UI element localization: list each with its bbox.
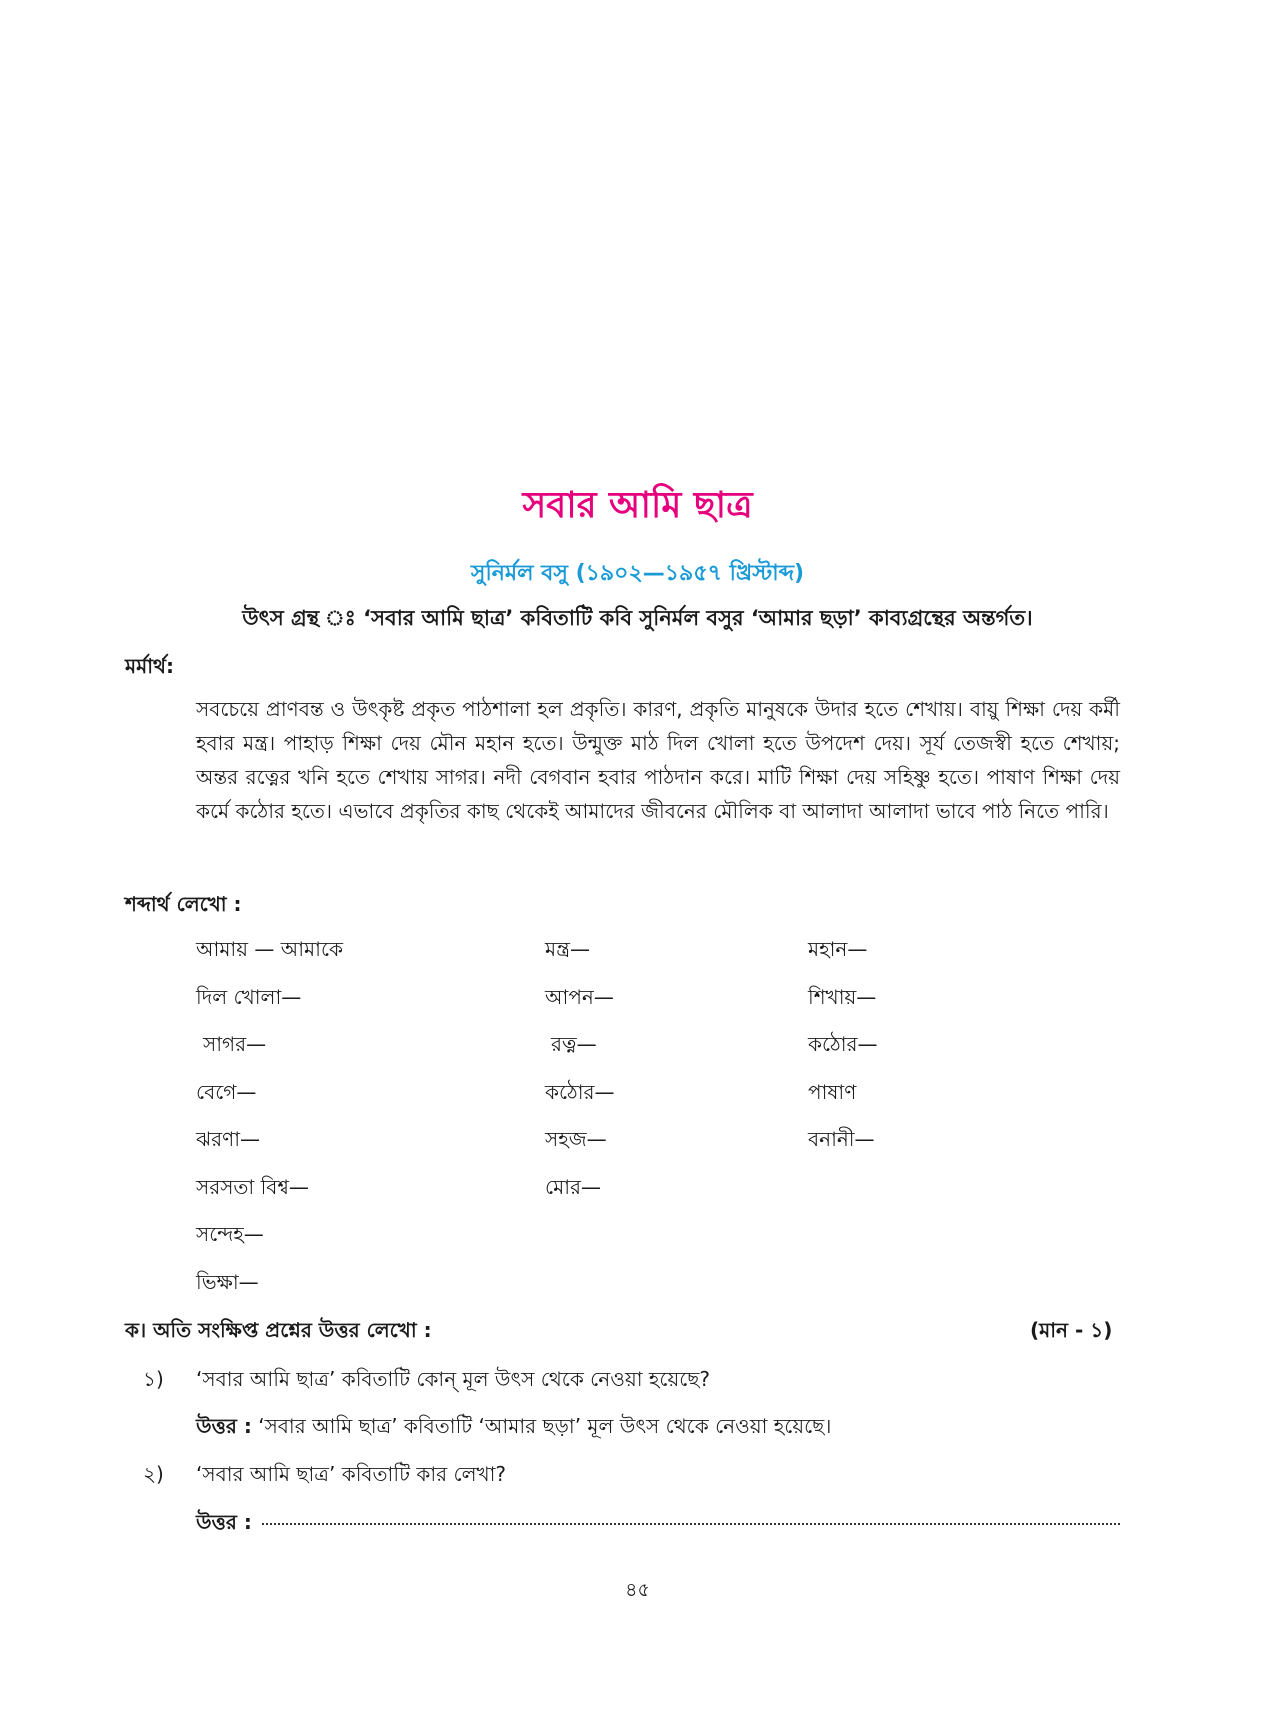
question-text: ‘সবার আমি ছাত্র’ কবিতাটি কার লেখা? (196, 1462, 507, 1486)
vocab-item: সন্দেহ— (196, 1222, 264, 1246)
answer-label: উত্তর : (196, 1414, 252, 1438)
summary-paragraph: সবচেয়ে প্রাণবন্ত ও উৎকৃষ্ট প্রকৃত পাঠশালা হল প্রকৃতি। কারণ, প্রকৃতি মানুষকে উদার হতে শেখায়। বায়ু শিক্ষা দেয় কর্মী হবার মন্ত্র। পাহাড় শিক্ষা দেয় মৌন মহান হতে। উন্মুক্ত মাঠ দিল খোলা হতে উপদেশ দেয়। সূর্য তেজস্বী হতে শেখায়; অন্তর রত্নের খনি হতে শেখায় সাগর। নদী বেগবান হবার পাঠদান করে। মাটি শিক্ষা দেয় সহিষ্ণু হতে। পাষাণ শিক্ষা দেয় কর্মে কঠোর হতে। এভাবে প্রকৃতির কাছ থেকেই আমাদের জীবনের মৌলিক বা আলাদা আলাদা ভাবে পাঠ নিতে পারি। (196, 697, 1120, 823)
vocab-item: আমায় — আমাকে (196, 937, 343, 961)
answer-line (196, 1412, 831, 1445)
vocab-item: ঝরণা— (196, 1127, 261, 1151)
vocab-heading: শব্দার্থ লেখো : (125, 892, 242, 916)
question-number: ২) (143, 1462, 164, 1486)
vocab-item: সহজ— (545, 1127, 607, 1151)
answer-text: ‘সবার আমি ছাত্র’ কবিতাটি ‘আমার ছড়া’ মূল উৎস থেকে নেওয়া হয়েছে। (258, 1414, 832, 1438)
answer-blank-dotted-line[interactable] (262, 1523, 1120, 1525)
vocab-item: শিখায়— (808, 985, 877, 1009)
answer-label: উত্তর : (196, 1510, 252, 1534)
question-text: ‘সবার আমি ছাত্র’ কবিতাটি কোন্ মূল উৎস থেকে নেওয়া হয়েছে? (196, 1367, 710, 1391)
vocab-item: আপন— (545, 985, 614, 1009)
answer-line (196, 1508, 252, 1541)
poet-name-dates: সুনির্মল বসু (১৯০২—১৯৫৭ খ্রিস্টাব্দ) (470, 561, 805, 586)
vocab-item: কঠোর— (808, 1032, 878, 1056)
vocab-item: কঠোর— (545, 1080, 615, 1104)
vocab-item: পাষাণ (808, 1080, 857, 1104)
source-line: উৎস গ্রন্থ ঃ ‘সবার আমি ছাত্র’ কবিতাটি কবি সুনির্মল বসুর ‘আমার ছড়া’ কাব্যগ্রন্থের অন্তর্গত। (242, 606, 1033, 630)
vocab-item: ভিক্ষা— (196, 1270, 259, 1294)
vocab-item: মহান— (808, 937, 868, 961)
summary-heading: মর্মার্থ: (125, 654, 174, 678)
page-number: ৪৫ (625, 1579, 650, 1601)
vocab-item: মন্ত্র— (545, 937, 590, 961)
question-number: ১) (143, 1367, 164, 1391)
section-a-marks: (মান - ১) (1030, 1318, 1113, 1342)
vocab-item: দিল খোলা— (196, 985, 302, 1009)
vocab-item: মোর— (545, 1175, 602, 1199)
poem-title: সবার আমি ছাত্র (522, 485, 753, 526)
vocab-item: রত্ন— (551, 1032, 597, 1056)
vocab-item: সরসতা বিশ্ব— (196, 1175, 309, 1199)
vocab-item: বনানী— (808, 1127, 875, 1151)
vocab-item: সাগর— (203, 1032, 267, 1056)
vocab-item: বেগে— (196, 1080, 257, 1104)
section-a-heading: ক। অতি সংক্ষিপ্ত প্রশ্নের উত্তর লেখো : (125, 1318, 432, 1342)
